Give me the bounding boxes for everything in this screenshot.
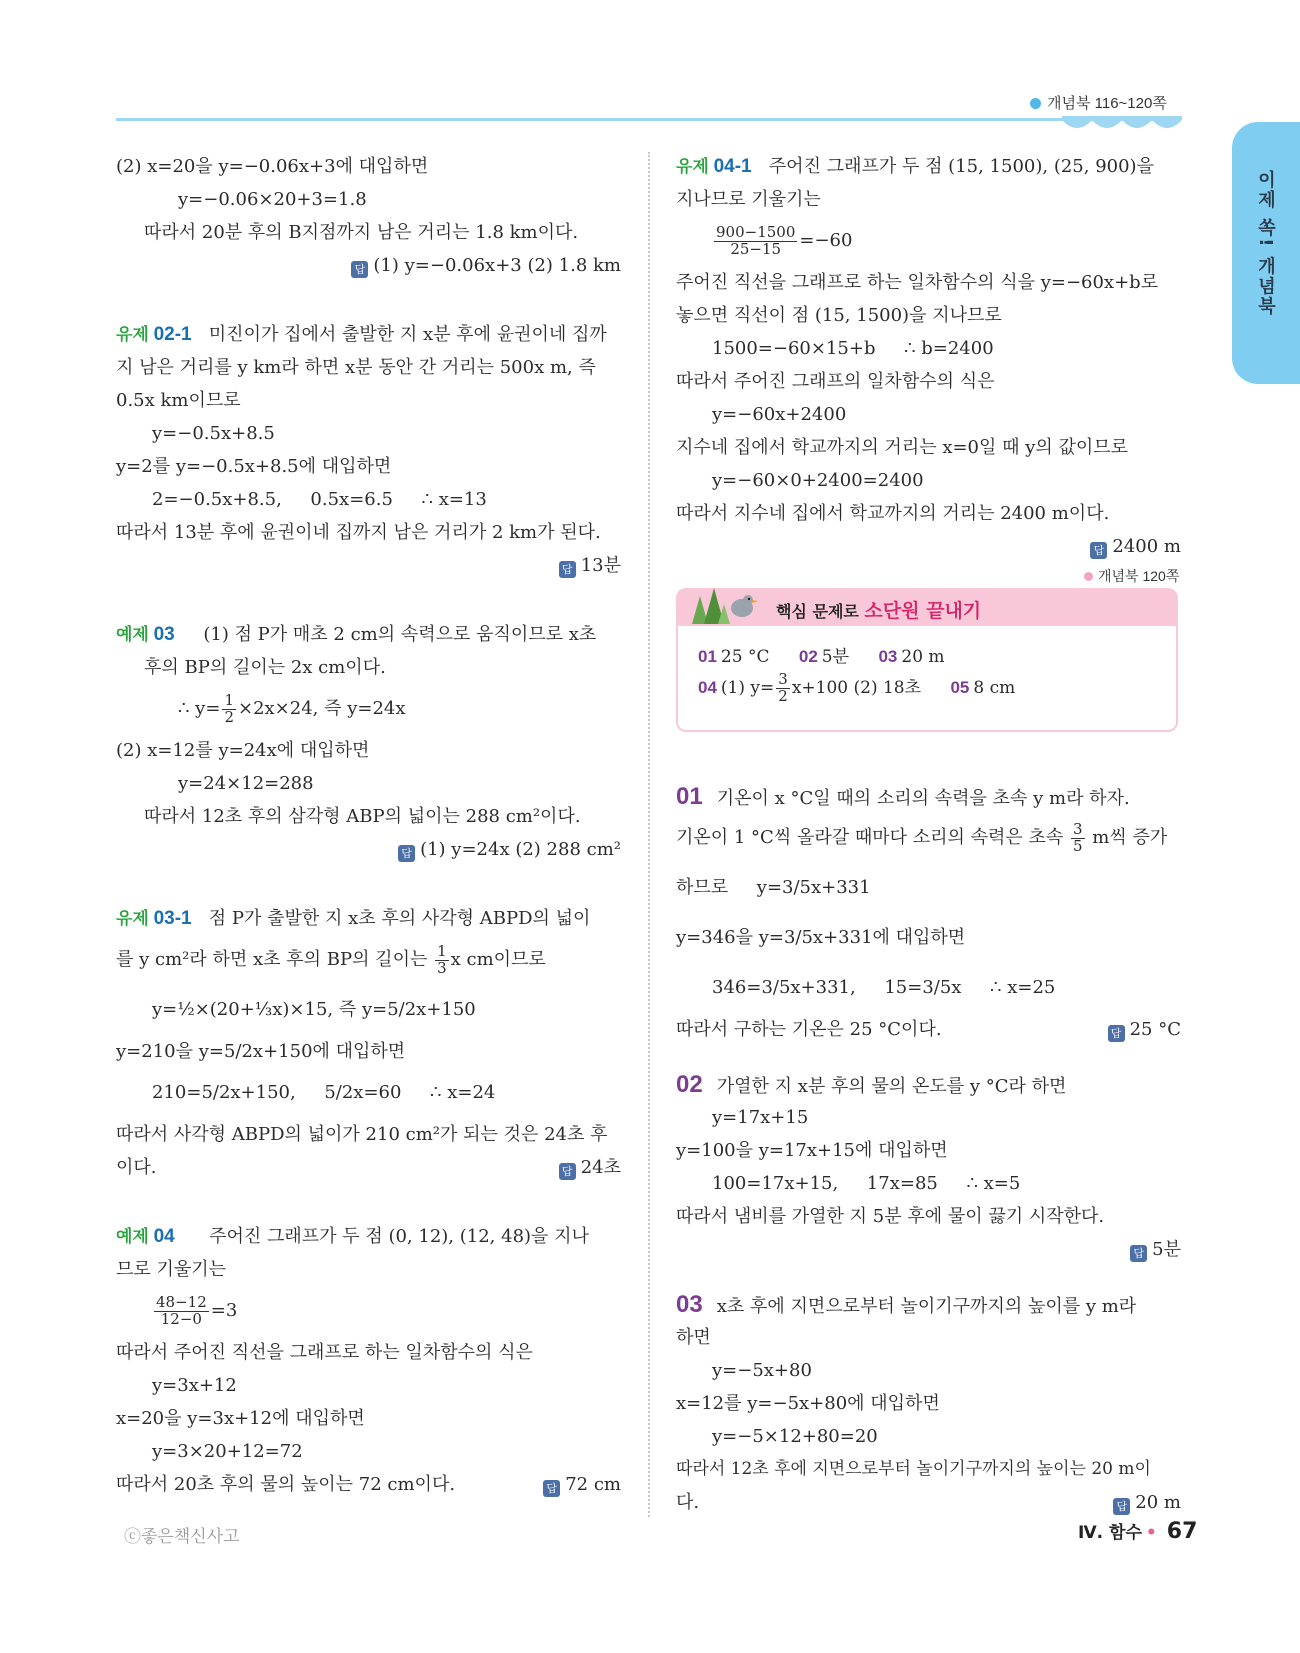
text-line: 놓으면 직선이 점 (15, 1500)을 지나므로	[676, 305, 1002, 326]
text-line: y=2를 y=−0.5x+8.5에 대입하면	[116, 456, 392, 477]
answer: 답 (1) y=24x (2) 288 cm²	[116, 833, 621, 866]
equation: 100=17x+15, 17x=85 ∴ x=5	[712, 1173, 1021, 1194]
summary-row: 04 (1) y= $\frac{3}{2}$ x+100 (2) 18초 05 8 cm	[698, 670, 1016, 705]
problem-line: 예제 03 (1) 점 P가 매초 2 cm의 속력으로 움직이므로 x초	[116, 624, 597, 645]
wave-decoration	[1062, 116, 1182, 138]
answer-icon: 답	[1130, 1245, 1147, 1262]
problem-label: 예제 03	[116, 624, 175, 645]
equation: 346=3/5x+331, 15=3/5x ∴ x=25	[712, 977, 1056, 998]
text-line: y=100을 y=17x+15에 대입하면	[676, 1140, 948, 1161]
text-line: 지나므로 기울기는	[676, 189, 821, 210]
equation: 하므로 y=3/5x+331	[676, 877, 871, 898]
answer-icon: 답	[543, 1480, 560, 1497]
text-line: 따라서 주어진 그래프의 일차함수의 식은	[676, 371, 995, 392]
summary-box	[676, 588, 1178, 738]
blue-dot-icon	[1030, 98, 1041, 109]
concept-book-reference: 개념북 116~120쪽	[1030, 92, 1167, 113]
page-footer: Ⅳ. 함수 • 67	[1078, 1519, 1198, 1544]
equation: y=17x+15	[712, 1107, 809, 1128]
problem-label: 유제 03-1	[116, 908, 192, 929]
text-line: 따라서 지수네 집에서 학교까지의 거리는 2400 m이다.	[676, 503, 1110, 524]
side-tab	[1232, 122, 1300, 384]
text-line: 후의 BP의 길이는 2x cm이다.	[144, 657, 386, 678]
text-line: 므로 기울기는	[116, 1259, 227, 1280]
left-column	[116, 150, 621, 1501]
text-line: 하면	[676, 1327, 711, 1348]
fraction: $\frac{1}{2}$	[224, 690, 234, 726]
problem-number: 03	[676, 1291, 703, 1318]
text-line: 기온이 1 °C씩 올라갈 때마다 소리의 속력은 초속 $\frac{3}{5}$ m씩 증가	[676, 819, 1168, 855]
equation: $\frac{48-12}{12-0}$ =3	[156, 1292, 238, 1328]
text-line: 따라서 12초 후의 삼각형 ABP의 넓이는 288 cm²이다.	[144, 806, 581, 827]
answer-icon: 답	[1108, 1025, 1125, 1042]
answer-icon: 답	[351, 261, 368, 278]
fraction: $\frac{48-12}{12-0}$	[156, 1292, 207, 1328]
text-line: x=12를 y=−5x+80에 대입하면	[676, 1393, 940, 1414]
answer-icon: 답	[559, 561, 576, 578]
header-rule	[116, 118, 1178, 121]
problem-line: 02 가열한 지 x분 후의 물의 온도를 y °C라 하면	[676, 1071, 1067, 1098]
answer-icon: 답	[1090, 542, 1107, 559]
text-line: 따라서 구하는 기온은 25 °C이다. 답 25 °C	[676, 1019, 1181, 1040]
text-line: (2) x=12를 y=24x에 대입하면	[116, 740, 370, 761]
answer: 답 (1) y=−0.06x+3 (2) 1.8 km	[116, 249, 621, 282]
problem-number: 01	[676, 783, 703, 810]
text-line: 지 남은 거리를 y km라 하면 x분 동안 간 거리는 500x m, 즉	[116, 357, 596, 378]
equation: y=−0.06×20+3=1.8	[178, 189, 367, 210]
right-column-lower	[676, 780, 1181, 1519]
text-line: y=346을 y=3/5x+331에 대입하면	[676, 927, 966, 948]
problem-number: 02	[676, 1071, 703, 1098]
problem-label: 유제 04-1	[676, 156, 752, 177]
text-line: 따라서 13분 후에 윤권이네 집까지 남은 거리가 2 km가 된다.	[116, 522, 601, 543]
equation: y=½×(20+⅓x)×15, 즉 y=5/2x+150	[152, 999, 476, 1020]
side-tab-label: 이제 쏙! 개념북	[1255, 170, 1276, 317]
text-line: 를 y cm²라 하면 x초 후의 BP의 길이는 $\frac{1}{3}$ x cm이므로	[116, 941, 546, 977]
equation: y=24×12=288	[178, 773, 314, 794]
fraction: $\frac{900-1500}{25-15}$	[716, 222, 796, 258]
problem-line: 예제 04 주어진 그래프가 두 점 (0, 12), (12, 48)을 지나	[116, 1226, 589, 1247]
text-line: 0.5x km이므로	[116, 390, 241, 411]
pink-dot-icon	[1084, 572, 1093, 581]
publisher-label: ⓒ좋은책신사고	[124, 1527, 240, 1547]
column-divider	[648, 152, 650, 1517]
tree-bird-icon	[682, 574, 762, 626]
answer-icon: 답	[559, 1163, 576, 1180]
equation: y=3x+12	[152, 1375, 237, 1396]
text-line: (2) x=20을 y=−0.06x+3에 대입하면	[116, 156, 429, 177]
equation: y=3×20+12=72	[152, 1441, 303, 1462]
text-line: 따라서 20초 후의 물의 높이는 72 cm이다. 답 72 cm	[116, 1474, 621, 1495]
text-line: 따라서 사각형 ABPD의 넓이가 210 cm²가 되는 것은 24초 후	[116, 1124, 608, 1145]
text-line: y=210을 y=5/2x+150에 대입하면	[116, 1041, 406, 1062]
summary-row: 01 25 °C 02 5분 03 20 m	[698, 647, 945, 667]
problem-line: 유제 04-1 주어진 그래프가 두 점 (15, 1500), (25, 900)을	[676, 156, 1154, 177]
answer: 답 2400 m	[676, 530, 1181, 563]
text-line: 따라서 20분 후의 B지점까지 남은 거리는 1.8 km이다.	[144, 222, 579, 243]
equation: 1500=−60×15+b ∴ b=2400	[712, 338, 994, 359]
problem-label: 유제 02-1	[116, 324, 192, 345]
text-line: 이다. 답 24초	[116, 1157, 621, 1178]
problem-line: 01 기온이 x °C일 때의 소리의 속력을 초속 y m라 하자.	[676, 783, 1130, 810]
problem-line: 유제 03-1 점 P가 출발한 지 x초 후의 사각형 ABPD의 넓이	[116, 908, 591, 929]
problem-label: 예제 04	[116, 1226, 175, 1247]
equation: 2=−0.5x+8.5, 0.5x=6.5 ∴ x=13	[152, 489, 487, 510]
text-line: 따라서 냄비를 가열한 지 5분 후에 물이 끓기 시작한다.	[676, 1206, 1105, 1227]
text-line: 지수네 집에서 학교까지의 거리는 x=0일 때 y의 값이므로	[676, 437, 1129, 458]
page-number: 67	[1166, 1519, 1198, 1544]
equation: ∴ y= $\frac{1}{2}$ ×2x×24, 즉 y=24x	[178, 690, 406, 726]
problem-line: 유제 02-1 미진이가 집에서 출발한 지 x분 후에 윤권이네 집까	[116, 324, 607, 345]
answer: 답 13분	[116, 549, 621, 582]
right-column	[676, 150, 1181, 563]
equation: y=−5x+80	[712, 1360, 812, 1381]
answer-icon: 답	[1113, 1498, 1130, 1515]
text-line: 주어진 직선을 그래프로 하는 일차함수의 식을 y=−60x+b로	[676, 272, 1159, 293]
equation: $\frac{900-1500}{25-15}$ =−60	[716, 222, 853, 258]
answer: 답 5분	[676, 1233, 1181, 1266]
equation: y=−60x+2400	[712, 404, 847, 425]
summary-title: 핵심 문제로 소단원 끝내기	[776, 600, 982, 622]
equation: y=−5×12+80=20	[712, 1426, 878, 1447]
equation: y=−0.5x+8.5	[152, 423, 275, 444]
fraction: $\frac{1}{3}$	[437, 941, 447, 977]
fraction: $\frac{3}{2}$	[778, 670, 788, 705]
concept-book-reference: 개념북 120쪽	[1084, 566, 1179, 586]
text-line: 다. 답 20 m	[676, 1492, 1181, 1513]
text-line: 따라서 12초 후에 지면으로부터 놀이기구까지의 높이는 20 m이	[676, 1459, 1151, 1479]
answer-icon: 답	[398, 845, 415, 862]
summary-answers	[676, 626, 1178, 732]
fraction: $\frac{3}{5}$	[1073, 819, 1083, 855]
problem-line: 03 x초 후에 지면으로부터 놀이기구까지의 높이를 y m라	[676, 1291, 1137, 1318]
text-line: x=20을 y=3x+12에 대입하면	[116, 1408, 365, 1429]
equation: 210=5/2x+150, 5/2x=60 ∴ x=24	[152, 1082, 496, 1103]
equation: y=−60×0+2400=2400	[712, 470, 924, 491]
text-line: 따라서 주어진 직선을 그래프로 하는 일차함수의 식은	[116, 1342, 533, 1363]
